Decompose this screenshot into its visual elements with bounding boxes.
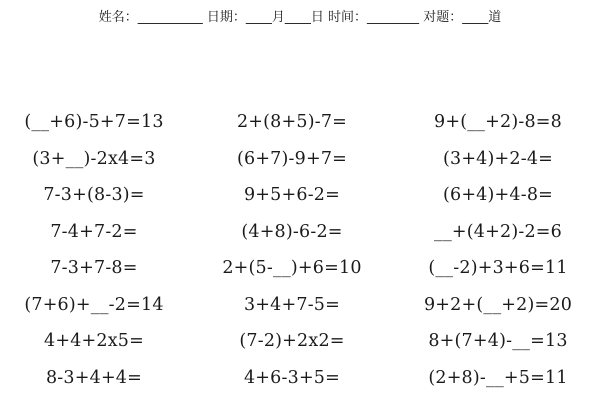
math-problem: (3+4)+2-4= (398, 149, 598, 169)
problem-grid (0, 112, 600, 404)
problem-row (0, 258, 600, 295)
math-problem: 4+4+2x5= (0, 331, 194, 351)
math-problem: (__+6)-5+7=13 (0, 112, 194, 132)
problem-row (0, 295, 600, 332)
math-problem: (__-2)+3+6=11 (398, 258, 598, 278)
math-problem: 9+5+6-2= (192, 185, 392, 205)
math-problem: (7-2)+2x2= (192, 331, 392, 351)
problem-row (0, 222, 600, 259)
math-problem: 8-3+4+4= (0, 368, 194, 388)
math-problem: (6+7)-9+7= (192, 149, 392, 169)
math-problem: __+(4+2)-2=6 (398, 222, 598, 242)
math-problem: (4+8)-6-2= (192, 222, 392, 242)
math-problem: 9+2+(__+2)=20 (398, 295, 598, 315)
math-problem: 7-4+7-2= (0, 222, 194, 242)
math-problem: (2+8)-__+5=11 (398, 368, 598, 388)
math-problem: 9+(__+2)-8=8 (398, 112, 598, 132)
math-problem: (6+4)+4-8= (398, 185, 598, 205)
problem-row (0, 149, 600, 186)
problem-row (0, 331, 600, 368)
worksheet-header: 姓名：__________ 日期：____月____日 时间：________ 对题：____道 (0, 6, 600, 25)
math-problem: 2+(5-__)+6=10 (192, 258, 392, 278)
math-problem: (3+__)-2x4=3 (0, 149, 194, 169)
math-problem: 2+(8+5)-7= (192, 112, 392, 132)
problem-row (0, 368, 600, 404)
math-problem: 7-3+(8-3)= (0, 185, 194, 205)
problem-row (0, 185, 600, 222)
math-problem: 7-3+7-8= (0, 258, 194, 278)
math-problem: 4+6-3+5= (192, 368, 392, 388)
math-problem: (7+6)+__-2=14 (0, 295, 194, 315)
math-problem: 3+4+7-5= (192, 295, 392, 315)
problem-row (0, 112, 600, 149)
math-problem: 8+(7+4)-__=13 (398, 331, 598, 351)
